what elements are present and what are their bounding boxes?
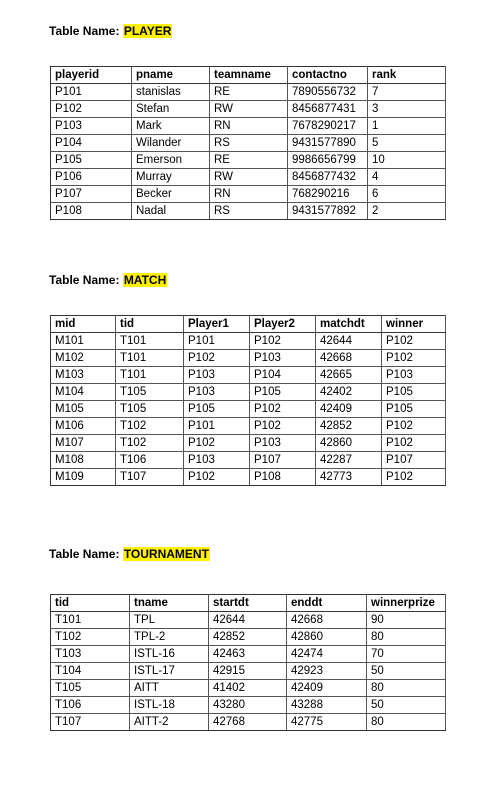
table-cell: P104 [250, 367, 316, 384]
table-cell: RS [210, 203, 288, 220]
table-row [51, 350, 446, 367]
table-header [51, 316, 446, 333]
table-cell: 2 [368, 203, 446, 220]
table-name-prefix: Table Name: [49, 273, 123, 287]
header-row [51, 595, 446, 612]
table-cell: M108 [51, 452, 116, 469]
header-row [51, 316, 446, 333]
table-cell: P105 [250, 384, 316, 401]
table-cell: 7 [368, 84, 446, 101]
table-cell: T106 [116, 452, 184, 469]
table-cell: 42775 [287, 714, 367, 731]
table-cell: 50 [367, 697, 446, 714]
table-cell: M104 [51, 384, 116, 401]
table-row [51, 663, 446, 680]
table-cell: 42402 [316, 384, 382, 401]
column-header: playerid [51, 67, 132, 84]
table-row [51, 333, 446, 350]
table-cell: M109 [51, 469, 116, 486]
table-row [51, 646, 446, 663]
table-name-prefix: Table Name: [49, 24, 123, 38]
table-row [51, 203, 446, 220]
table-name-prefix: Table Name: [49, 547, 123, 561]
table-body [51, 333, 446, 486]
table-cell: T104 [51, 663, 130, 680]
table-cell: T101 [116, 350, 184, 367]
table-cell: 5 [368, 135, 446, 152]
table-cell: RN [210, 118, 288, 135]
table-cell: T105 [51, 680, 130, 697]
table-cell: P105 [51, 152, 132, 169]
table-cell: T105 [116, 401, 184, 418]
table-cell: 7678290217 [288, 118, 368, 135]
table-cell: 10 [368, 152, 446, 169]
table-name-highlight: MATCH [123, 273, 167, 287]
table-cell: 70 [367, 646, 446, 663]
table-cell: T105 [116, 384, 184, 401]
table-cell: stanislas [132, 84, 210, 101]
table-cell: P105 [382, 401, 446, 418]
table-cell: P102 [184, 435, 250, 452]
table-row [51, 714, 446, 731]
column-header: Player2 [250, 316, 316, 333]
column-header: mid [51, 316, 116, 333]
table-cell: P102 [250, 333, 316, 350]
table-cell: 42860 [287, 629, 367, 646]
table-cell: M103 [51, 367, 116, 384]
table-cell: 7890556732 [288, 84, 368, 101]
table-cell: P105 [184, 401, 250, 418]
column-header: Player1 [184, 316, 250, 333]
table-row [51, 84, 446, 101]
table-row [51, 612, 446, 629]
table-cell: 42860 [316, 435, 382, 452]
table-cell: 42923 [287, 663, 367, 680]
table-cell: M107 [51, 435, 116, 452]
table-cell: 80 [367, 629, 446, 646]
table-cell: 768290216 [288, 186, 368, 203]
table-cell: RW [210, 169, 288, 186]
player-table-title [49, 23, 172, 39]
table-cell: 42773 [316, 469, 382, 486]
column-header: rank [368, 67, 446, 84]
table-cell: 42463 [209, 646, 287, 663]
table-cell: 42665 [316, 367, 382, 384]
tournament-table-title [49, 546, 210, 562]
table-cell: ISTL-16 [130, 646, 209, 663]
table-cell: P101 [51, 84, 132, 101]
table-cell: 9431577892 [288, 203, 368, 220]
table-row [51, 384, 446, 401]
table-cell: 42852 [209, 629, 287, 646]
table-cell: P106 [51, 169, 132, 186]
table-cell: AITT-2 [130, 714, 209, 731]
table-cell: RE [210, 152, 288, 169]
table-header [51, 595, 446, 612]
table-cell: AITT [130, 680, 209, 697]
table-cell: 42474 [287, 646, 367, 663]
table-cell: 1 [368, 118, 446, 135]
table-cell: Stefan [132, 101, 210, 118]
table-cell: ISTL-17 [130, 663, 209, 680]
table-body [51, 612, 446, 731]
match-table [50, 315, 446, 486]
table-cell: 42668 [316, 350, 382, 367]
table-name-highlight: PLAYER [123, 24, 172, 38]
table-cell: P101 [184, 333, 250, 350]
table-row [51, 186, 446, 203]
table-header [51, 67, 446, 84]
column-header: enddt [287, 595, 367, 612]
table-cell: 9431577890 [288, 135, 368, 152]
table-cell: P107 [51, 186, 132, 203]
table-cell: T107 [51, 714, 130, 731]
table-cell: T102 [51, 629, 130, 646]
table-cell: P103 [250, 350, 316, 367]
table-cell: P103 [51, 118, 132, 135]
table-cell: P103 [250, 435, 316, 452]
table-cell: Emerson [132, 152, 210, 169]
table-body [51, 84, 446, 220]
table-cell: 42644 [316, 333, 382, 350]
table-cell: Nadal [132, 203, 210, 220]
table-cell: P107 [250, 452, 316, 469]
table-cell: 50 [367, 663, 446, 680]
table-row [51, 367, 446, 384]
table-cell: RE [210, 84, 288, 101]
table-row [51, 401, 446, 418]
table-name-highlight: TOURNAMENT [123, 547, 209, 561]
table-cell: Mark [132, 118, 210, 135]
table-cell: 9986656799 [288, 152, 368, 169]
table-cell: P101 [184, 418, 250, 435]
table-cell: Becker [132, 186, 210, 203]
table-cell: P102 [382, 435, 446, 452]
table-cell: M102 [51, 350, 116, 367]
table-cell: 3 [368, 101, 446, 118]
table-cell: P102 [51, 101, 132, 118]
table-cell: M101 [51, 333, 116, 350]
table-row [51, 680, 446, 697]
table-cell: TPL [130, 612, 209, 629]
table-cell: P107 [382, 452, 446, 469]
table-cell: P108 [250, 469, 316, 486]
table-cell: 42409 [287, 680, 367, 697]
column-header: tid [51, 595, 130, 612]
table-cell: 42915 [209, 663, 287, 680]
table-row [51, 452, 446, 469]
table-cell: P103 [382, 367, 446, 384]
table-cell: T107 [116, 469, 184, 486]
table-cell: 42852 [316, 418, 382, 435]
table-cell: P103 [184, 367, 250, 384]
table-cell: P103 [184, 452, 250, 469]
table-cell: M106 [51, 418, 116, 435]
table-cell: P102 [184, 469, 250, 486]
table-cell: T103 [51, 646, 130, 663]
table-cell: P108 [51, 203, 132, 220]
table-cell: 8456877432 [288, 169, 368, 186]
table-cell: 4 [368, 169, 446, 186]
table-row [51, 169, 446, 186]
table-cell: T102 [116, 435, 184, 452]
table-cell: P102 [382, 469, 446, 486]
player-table [50, 66, 446, 220]
table-row [51, 629, 446, 646]
table-row [51, 435, 446, 452]
table-cell: 42668 [287, 612, 367, 629]
table-row [51, 101, 446, 118]
table-cell: P102 [250, 401, 316, 418]
column-header: contactno [288, 67, 368, 84]
table-row [51, 152, 446, 169]
table-row [51, 697, 446, 714]
header-row [51, 67, 446, 84]
table-row [51, 469, 446, 486]
table-row [51, 135, 446, 152]
table-cell: 6 [368, 186, 446, 203]
table-cell: 80 [367, 714, 446, 731]
column-header: winner [382, 316, 446, 333]
column-header: teamname [210, 67, 288, 84]
table-cell: RW [210, 101, 288, 118]
table-cell: 80 [367, 680, 446, 697]
table-cell: RN [210, 186, 288, 203]
table-cell: T101 [51, 612, 130, 629]
table-cell: 42409 [316, 401, 382, 418]
table-cell: P103 [184, 384, 250, 401]
column-header: tid [116, 316, 184, 333]
table-cell: P102 [382, 333, 446, 350]
column-header: matchdt [316, 316, 382, 333]
tournament-table [50, 594, 446, 731]
column-header: pname [132, 67, 210, 84]
table-cell: P102 [184, 350, 250, 367]
table-cell: ISTL-18 [130, 697, 209, 714]
table-cell: Murray [132, 169, 210, 186]
table-row [51, 418, 446, 435]
table-cell: 90 [367, 612, 446, 629]
table-cell: T106 [51, 697, 130, 714]
table-cell: Wilander [132, 135, 210, 152]
table-cell: RS [210, 135, 288, 152]
table-cell: M105 [51, 401, 116, 418]
table-cell: 42287 [316, 452, 382, 469]
table-cell: 42644 [209, 612, 287, 629]
table-cell: P102 [382, 350, 446, 367]
table-cell: 8456877431 [288, 101, 368, 118]
table-cell: T101 [116, 333, 184, 350]
table-cell: P104 [51, 135, 132, 152]
table-cell: P102 [382, 418, 446, 435]
table-cell: 43288 [287, 697, 367, 714]
table-cell: 42768 [209, 714, 287, 731]
table-cell: P102 [250, 418, 316, 435]
table-cell: 43280 [209, 697, 287, 714]
match-table-title [49, 272, 167, 288]
column-header: startdt [209, 595, 287, 612]
table-cell: T102 [116, 418, 184, 435]
table-row [51, 118, 446, 135]
table-cell: 41402 [209, 680, 287, 697]
table-cell: P105 [382, 384, 446, 401]
table-cell: T101 [116, 367, 184, 384]
table-cell: TPL-2 [130, 629, 209, 646]
column-header: winnerprize [367, 595, 446, 612]
column-header: tname [130, 595, 209, 612]
